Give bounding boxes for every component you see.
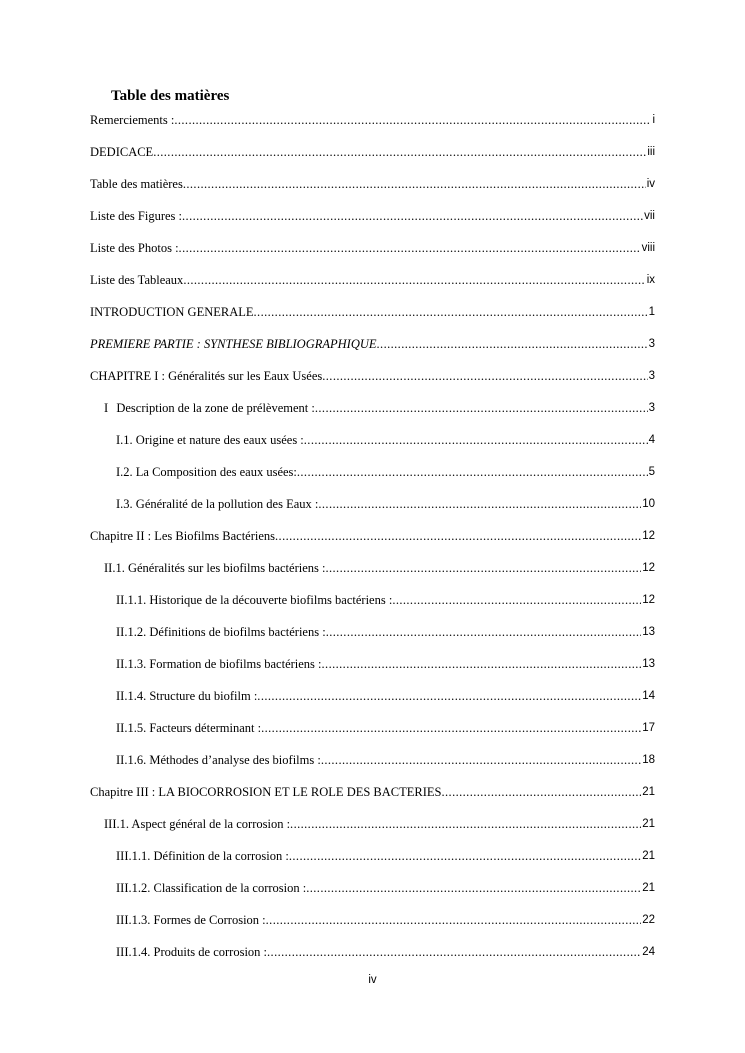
toc-entry-iii-1[interactable] — [104, 815, 655, 833]
toc-entry-i-3[interactable] — [116, 495, 655, 513]
toc-entry-page: 10 — [642, 498, 655, 510]
toc-entry-iii-1-4[interactable] — [116, 943, 655, 961]
toc-entry-page: viii — [641, 242, 655, 254]
toc-entry-page: 14 — [642, 690, 655, 702]
toc-entry-page: 17 — [642, 722, 655, 734]
toc-entry-page: 18 — [642, 754, 655, 766]
toc-entry-page: 22 — [642, 914, 655, 926]
toc-entry-liste-photos[interactable] — [90, 239, 655, 257]
toc-entry-page: iv — [646, 178, 655, 190]
dot-leader — [289, 847, 641, 865]
dot-leader — [257, 687, 641, 705]
toc-entry-label: III.1.4. Produits de corrosion : — [116, 945, 268, 959]
toc-entry-ii-1[interactable] — [104, 559, 655, 577]
toc-entry-number: I — [104, 401, 109, 415]
toc-entry-iii-1-3[interactable] — [116, 911, 655, 929]
dot-leader — [153, 143, 646, 161]
toc-entry-label: Chapitre II : Les Biofilms Bactériens — [90, 529, 276, 543]
dot-leader — [392, 591, 641, 609]
toc-entry-chapitre-2[interactable] — [90, 527, 655, 545]
toc-entry-label: Liste des Figures : — [90, 209, 183, 223]
toc-entry-page: ix — [646, 274, 655, 286]
toc-entry-label: III.1.1. Définition de la corrosion : — [116, 849, 289, 863]
toc-entry-label: I.2. La Composition des eaux usées: — [116, 465, 297, 479]
toc-entry-label: II.1. Généralités sur les biofilms bactériens : — [104, 561, 326, 575]
dot-leader — [183, 271, 645, 289]
toc-entry-label: I.3. Généralité de la pollution des Eaux : — [116, 497, 319, 511]
dot-leader — [254, 303, 648, 321]
toc-entry-premiere-partie[interactable] — [90, 335, 655, 353]
toc-entry-chapitre-3[interactable] — [90, 783, 655, 801]
toc-entry-label: Chapitre III : LA BIOCORROSION ET LE ROLE DES BACTERIES — [90, 785, 442, 799]
toc-entry-page: 5 — [648, 466, 655, 478]
toc-entry-page: 3 — [648, 402, 655, 414]
toc-entry-label: III.1.3. Formes de Corrosion : — [116, 913, 266, 927]
toc-entry-section-i[interactable] — [104, 399, 655, 417]
toc-entry-label: II.1.1. Historique de la découverte biofilms bactériens : — [116, 593, 393, 607]
toc-entry-page: 12 — [642, 594, 655, 606]
toc-entry-label: DEDICACE — [90, 145, 154, 159]
toc-entry-i-1[interactable] — [116, 431, 655, 449]
toc-entry-label: II.1.3. Formation de biofilms bactériens : — [116, 657, 322, 671]
dot-leader — [183, 175, 646, 193]
toc-entry-label: INTRODUCTION GENERALE — [90, 305, 254, 319]
toc-entry-page: 13 — [642, 626, 655, 638]
toc-entry-ii-1-4[interactable] — [116, 687, 655, 705]
toc-entry-page: 4 — [648, 434, 655, 446]
toc-entry-page: 3 — [648, 338, 655, 350]
toc-entry-page: 13 — [642, 658, 655, 670]
toc-entry-page: 21 — [642, 786, 655, 798]
dot-leader — [275, 527, 641, 545]
page-title: Table des matières — [111, 88, 230, 104]
toc-entry-label: Liste des Photos : — [90, 241, 179, 255]
toc-entry-page: 21 — [642, 850, 655, 862]
toc-entry-liste-tableaux[interactable] — [90, 271, 655, 289]
toc-entry-page: vii — [644, 210, 655, 222]
toc-entry-label: Remerciements : — [90, 113, 175, 127]
dot-leader — [297, 463, 648, 481]
toc-entry-iii-1-1[interactable] — [116, 847, 655, 865]
dot-leader — [322, 655, 642, 673]
toc-entry-label: PREMIERE PARTIE : SYNTHESE BIBLIOGRAPHIQUE — [90, 337, 377, 351]
toc-entry-ii-1-3[interactable] — [116, 655, 655, 673]
toc-entry-liste-figures[interactable] — [90, 207, 655, 225]
dot-leader — [179, 239, 641, 257]
toc-entry-ii-1-1[interactable] — [116, 591, 655, 609]
toc-entry-label: II.1.2. Définitions de biofilms bactériens : — [116, 625, 326, 639]
dot-leader — [290, 815, 641, 833]
dot-leader — [442, 783, 642, 801]
dot-leader — [315, 399, 648, 417]
dot-leader — [377, 335, 648, 353]
toc-entry-page: i — [652, 114, 655, 126]
toc-entry-ii-1-5[interactable] — [116, 719, 655, 737]
toc-entry-label: Liste des Tableaux — [90, 273, 184, 287]
toc-entry-label: III.1.2. Classification de la corrosion : — [116, 881, 307, 895]
toc-entry-dedicace[interactable] — [90, 143, 655, 161]
toc-entry-label: II.1.5. Facteurs déterminant : — [116, 721, 262, 735]
toc-entry-page: 3 — [648, 370, 655, 382]
dot-leader — [182, 207, 643, 225]
toc-entry-ii-1-6[interactable] — [116, 751, 655, 769]
toc-entry-page: 21 — [642, 882, 655, 894]
toc-entry-page: 12 — [642, 562, 655, 574]
toc-entry-ii-1-2[interactable] — [116, 623, 655, 641]
toc-entry-label: I.1. Origine et nature des eaux usées : — [116, 433, 304, 447]
dot-leader — [267, 943, 641, 961]
toc-entry-i-2[interactable] — [116, 463, 655, 481]
dot-leader — [266, 911, 642, 929]
dot-leader — [304, 431, 648, 449]
toc-entry-label: Table des matières — [90, 177, 183, 191]
dot-leader — [174, 111, 651, 129]
toc-entry-iii-1-2[interactable] — [116, 879, 655, 897]
page-number-footer: iv — [368, 974, 377, 986]
toc-entry-label: Description de la zone de prélèvement : — [116, 401, 315, 415]
toc-entry-page: 1 — [648, 306, 655, 318]
dot-leader — [306, 879, 641, 897]
dot-leader — [325, 559, 641, 577]
dot-leader — [261, 719, 641, 737]
toc-entry-label: III.1. Aspect général de la corrosion : — [104, 817, 291, 831]
toc-entry-page: iii — [647, 146, 655, 158]
toc-entry-page: 21 — [642, 818, 655, 830]
dot-leader — [318, 495, 641, 513]
dot-leader — [322, 367, 647, 385]
dot-leader — [326, 623, 642, 641]
dot-leader — [321, 751, 641, 769]
toc-entry-chapitre-1[interactable] — [90, 367, 655, 385]
toc-entry-table-des-matieres[interactable] — [90, 175, 655, 193]
toc-entry-page: 24 — [642, 946, 655, 958]
toc-entry-remerciements[interactable] — [90, 111, 655, 129]
toc-entry-page: 12 — [642, 530, 655, 542]
toc-entry-label: II.1.6. Méthodes d’analyse des biofilms : — [116, 753, 321, 767]
toc-entry-label: II.1.4. Structure du biofilm : — [116, 689, 258, 703]
toc-entry-introduction[interactable] — [90, 303, 655, 321]
toc-entry-label: CHAPITRE I : Généralités sur les Eaux Usées — [90, 369, 323, 383]
